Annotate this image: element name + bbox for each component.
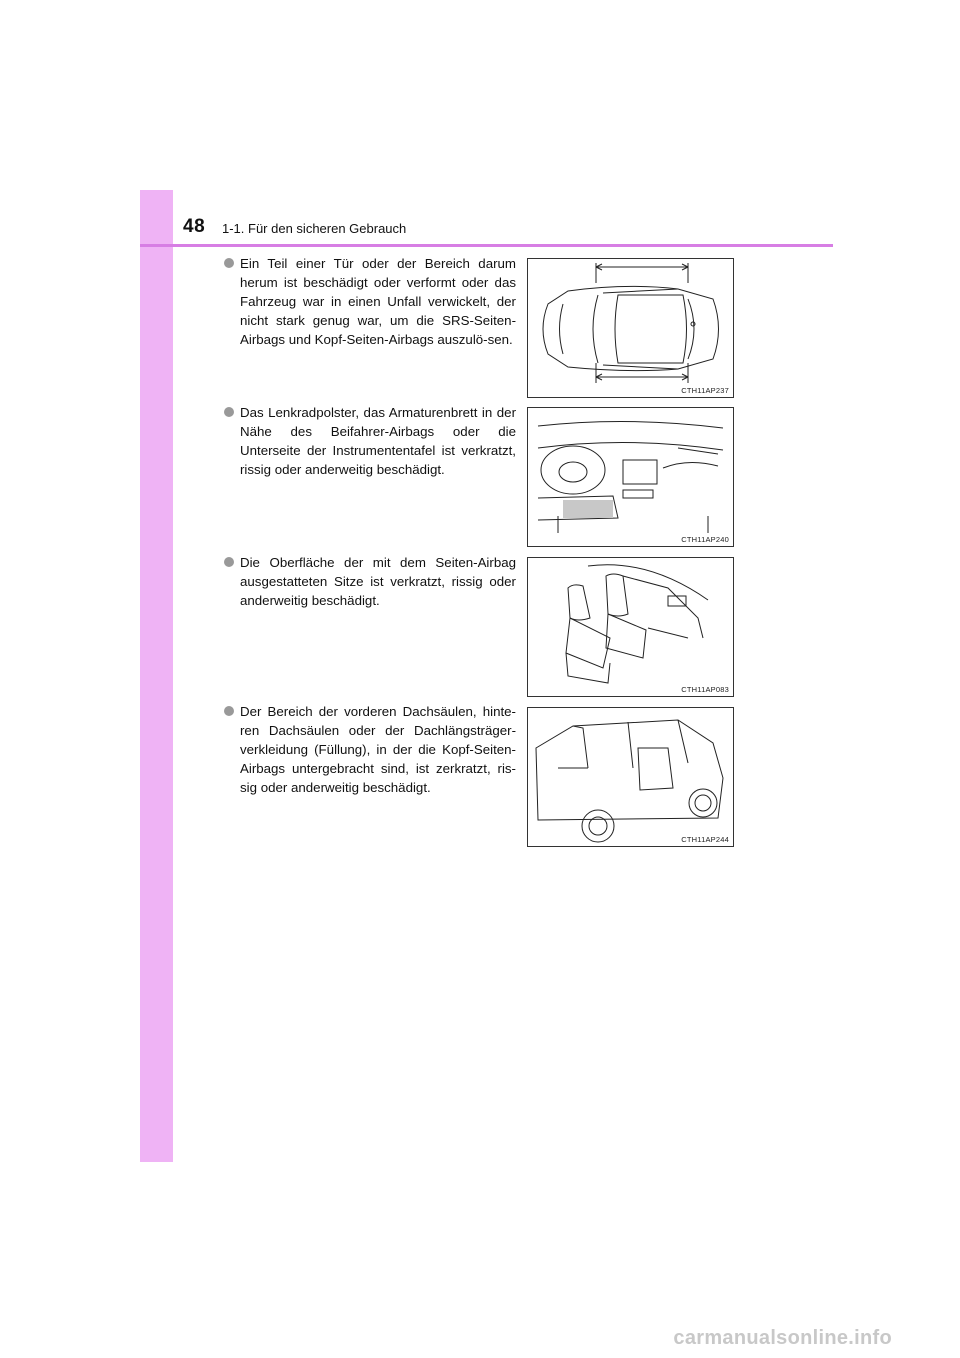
item-text: Das Lenkradpolster, das Armaturenbrett in der Nähe des Beifahrer-Airbags oder die Unterseite der Instrumententafel ist verkratzt, rissig oder anderweitig beschädigt.: [240, 405, 516, 477]
figure-seat-damage: [527, 557, 734, 697]
shaded-area: [563, 500, 613, 518]
figure-code: CTH11AP237: [681, 386, 729, 395]
item-text: Ein Teil einer Tür oder der Bereich darum herum ist beschädigt oder verformt oder das Fahrzeug war in einen Unfall verwickelt, der nicht stark genug war, um die SRS-Seiten-Airbags und Kopf-Seiten-Airbags auszulö-sen.: [240, 256, 516, 347]
list-item: [224, 254, 516, 349]
bullet-icon: [224, 407, 234, 417]
watermark: carmanualsonline.info: [673, 1327, 892, 1349]
item-text: Der Bereich der vorderen Dachsäulen, hinte-ren Dachsäulen oder der Dachlängsträger-verkleidung (Füllung), in der die Kopf-Seiten-Airbags untergebracht sind, ist zerkratzt, ris-sig oder anderweitig beschädigt.: [240, 704, 516, 795]
page-number: 48: [183, 216, 206, 237]
seats-illustration: [528, 558, 733, 696]
figure-dashboard-damage: [527, 407, 734, 547]
figure-door-damage: [527, 258, 734, 398]
list-item: [224, 702, 516, 797]
figure-code: CTH11AP244: [681, 835, 729, 844]
header-rule: [140, 244, 833, 247]
item-text: Die Oberfläche der mit dem Seiten-Airbag ausgestatteten Sitze ist verkratzt, rissig oder anderweitig beschädigt.: [240, 555, 516, 608]
figure-code: CTH11AP240: [681, 535, 729, 544]
bullet-icon: [224, 557, 234, 567]
car-top-view-illustration: [528, 259, 733, 397]
dashboard-illustration: [528, 408, 733, 546]
list-item: [224, 403, 516, 479]
list-item: [224, 553, 516, 610]
figure-roof-pillar-damage: [527, 707, 734, 847]
figure-code: CTH11AP083: [681, 685, 729, 694]
side-tab-strip: [140, 190, 173, 1162]
car-side-view-illustration: [528, 708, 733, 846]
bullet-icon: [224, 258, 234, 268]
bullet-icon: [224, 706, 234, 716]
section-title: 1-1. Für den sicheren Gebrauch: [222, 221, 407, 236]
